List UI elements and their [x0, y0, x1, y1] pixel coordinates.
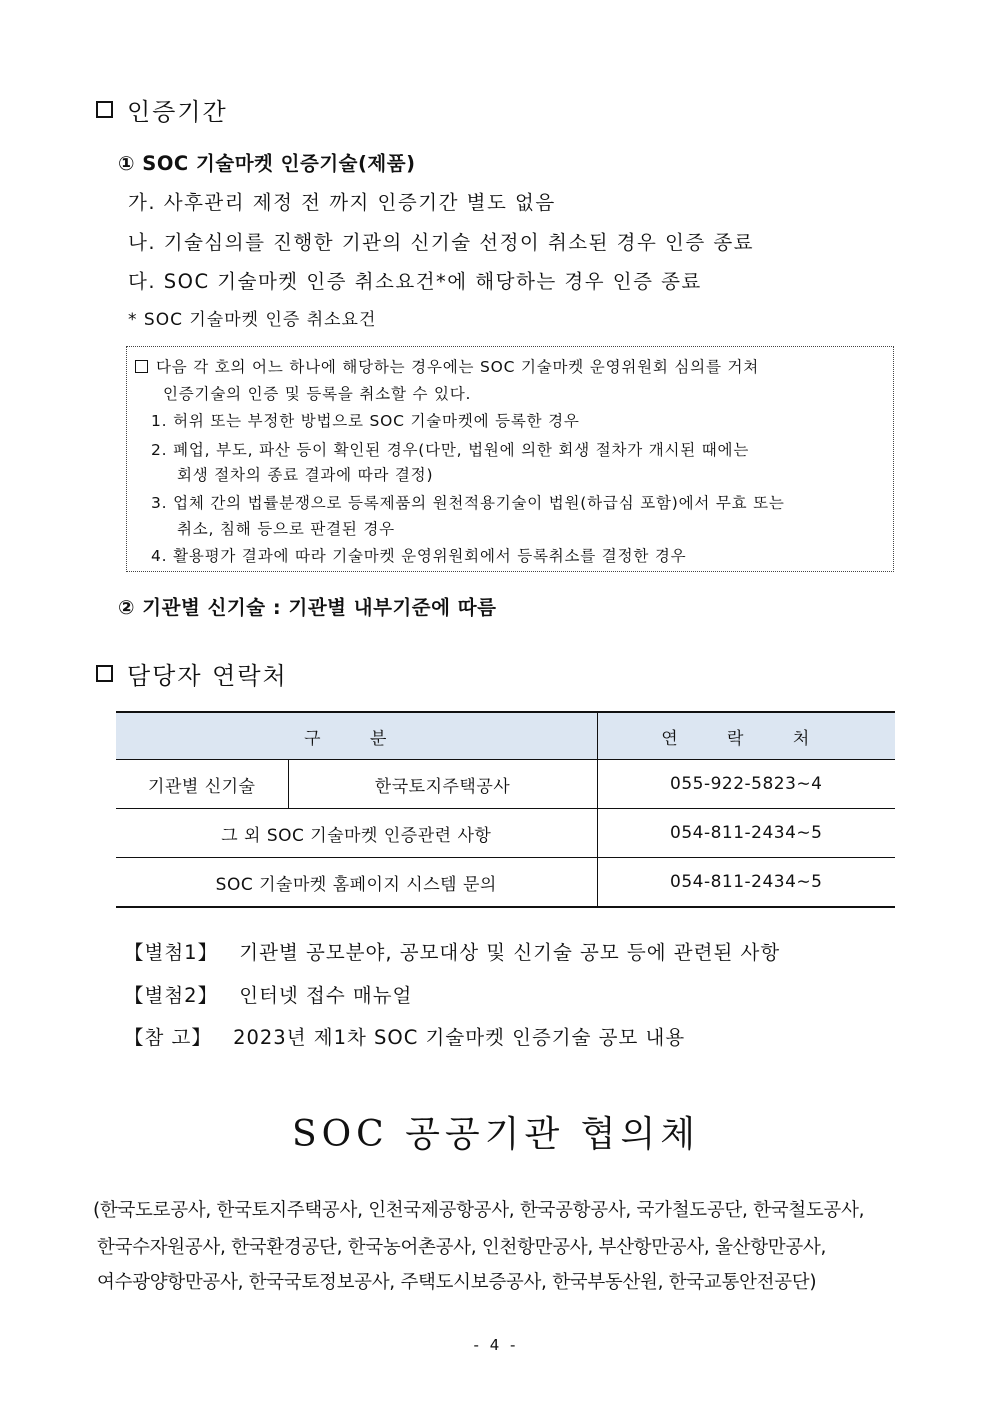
table-row — [116, 809, 895, 858]
square-bullet-icon — [135, 360, 148, 373]
checkbox-square-icon — [96, 665, 113, 682]
row-phone: 054-811-2434∼5 — [597, 858, 895, 908]
attachment-label: 【별첨1】 — [124, 941, 219, 964]
member-list-line-2: 한국수자원공사, 한국환경공단, 한국농어촌공사, 인천항만공사, 부산항만공사, 울산항만공사, — [97, 1237, 827, 1258]
cancel-condition-3a: 3. 업체 간의 법률분쟁으로 등록제품의 원천적용기술이 법원(하급심 포함)에서 무효 또는 — [151, 494, 785, 512]
attachment-text: 인터넷 접수 매뉴얼 — [239, 984, 413, 1007]
attachment-3 — [124, 1022, 685, 1050]
section-heading-period — [96, 92, 228, 127]
section-heading-contact — [96, 656, 288, 691]
item2-title: ② 기관별 신기술 : 기관별 내부기준에 따름 — [118, 596, 497, 619]
cancel-conditions-box — [126, 346, 894, 572]
cancel-condition-2a: 2. 폐업, 부도, 파산 등이 확인된 경우(다만, 법원에 의한 회생 절차가 개시된 때에는 — [151, 441, 750, 459]
header-contact: 연 락 처 — [597, 712, 895, 760]
item1-footnote: * SOC 기술마켓 인증 취소요건 — [128, 310, 377, 330]
item1-line-ga: 가. 사후관리 제정 전 까지 인증기간 별도 없음 — [128, 191, 556, 214]
member-list-line-3: 여수광양항만공사, 한국국토정보공사, 주택도시보증공사, 한국부동산원, 한국교통안전공단) — [97, 1272, 817, 1293]
cancel-condition-2b: 회생 절차의 종료 결과에 따라 결정) — [177, 466, 434, 484]
page-number: - 4 - — [473, 1336, 519, 1354]
item1-title: ① SOC 기술마켓 인증기술(제품) — [118, 152, 416, 175]
council-title: SOC 공공기관 협의체 — [291, 1114, 701, 1155]
attachment-2 — [124, 980, 412, 1008]
section-heading-contact-text: 담당자 연락처 — [127, 662, 288, 690]
row-category: 기관별 신기술 — [116, 760, 288, 809]
attachment-text: 2023년 제1차 SOC 기술마켓 인증기술 공모 내용 — [233, 1026, 686, 1049]
cancel-intro-2: 인증기술의 인증 및 등록을 취소할 수 있다. — [163, 385, 472, 403]
item1-line-na: 나. 기술심의를 진행한 기관의 신기술 선정이 취소된 경우 인증 종료 — [128, 231, 755, 254]
attachment-text: 기관별 공모분야, 공모대상 및 신기술 공모 등에 관련된 사항 — [239, 941, 781, 964]
row-organization: 한국토지주택공사 — [288, 760, 597, 809]
cancel-condition-3b: 취소, 침해 등으로 판결된 경우 — [177, 520, 395, 538]
member-list-line-1: (한국도로공사, 한국토지주택공사, 인천국제공항공사, 한국공항공사, 국가철도공단, 한국철도공사, — [93, 1200, 865, 1221]
cancel-condition-1: 1. 허위 또는 부정한 방법으로 SOC 기술마켓에 등록한 경우 — [151, 412, 580, 430]
row-phone: 055-922-5823∼4 — [597, 760, 895, 809]
row-description: SOC 기술마켓 홈페이지 시스템 문의 — [116, 858, 597, 908]
attachment-label: 【참 고】 — [124, 1026, 212, 1049]
cancel-condition-4: 4. 활용평가 결과에 따라 기술마켓 운영위원회에서 등록취소를 결정한 경우 — [151, 547, 687, 565]
header-category: 구 분 — [116, 712, 597, 760]
table-row — [116, 858, 895, 908]
table-header-row — [116, 712, 895, 760]
attachment-1 — [124, 937, 780, 965]
section-heading-period-text: 인증기간 — [127, 98, 228, 126]
row-phone: 054-811-2434∼5 — [597, 809, 895, 858]
attachment-label: 【별첨2】 — [124, 984, 219, 1007]
checkbox-square-icon — [96, 101, 113, 118]
cancel-intro-1: 다음 각 호의 어느 하나에 해당하는 경우에는 SOC 기술마켓 운영위원회 심의를 거쳐 — [135, 355, 759, 377]
table-row — [116, 760, 895, 809]
item1-line-da: 다. SOC 기술마켓 인증 취소요건*에 해당하는 경우 인증 종료 — [128, 270, 702, 293]
row-description: 그 외 SOC 기술마켓 인증관련 사항 — [116, 809, 597, 858]
contact-table — [116, 711, 895, 908]
